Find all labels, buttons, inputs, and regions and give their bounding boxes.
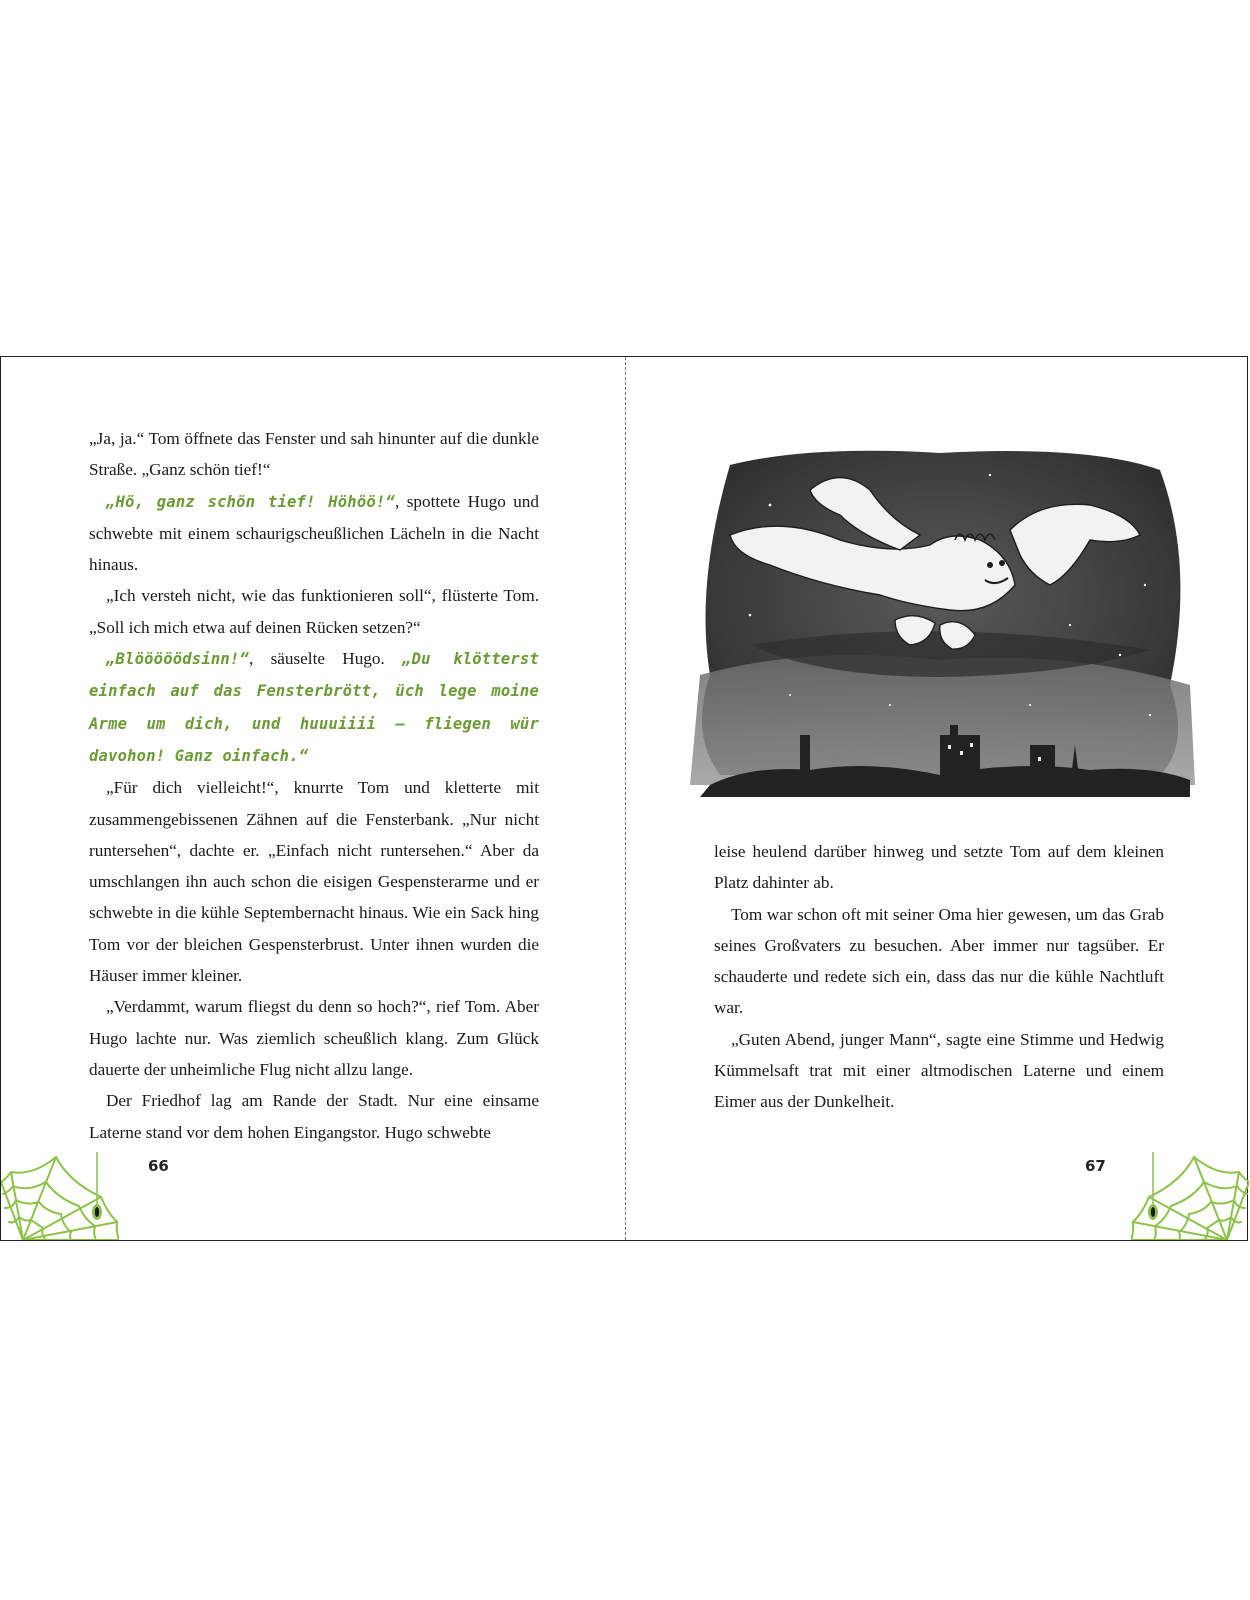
paragraph [89,580,539,643]
page-number-right: 67 [1085,1157,1106,1175]
book-spread [0,356,1248,1241]
cobweb-icon [1,1112,119,1240]
ghost-speech: „Blööööödsinn!“ [106,650,249,669]
ghost-flight-illustration [690,445,1195,815]
right-page [626,357,1249,1240]
narration: , säuselte Hugo. [248,649,403,669]
left-page-text [89,423,539,1148]
paragraph [89,991,539,1085]
narration: „Ja, ja.“ Tom öffnete das Fenster und sah hinunter auf die dunkle Straße. „Ganz schön tief!“ [89,429,539,480]
spider-icon [92,1152,102,1220]
paragraph [89,486,539,581]
narration: Der Friedhof lag am Rande der Stadt. Nur eine einsame Laterne stand vor dem hohen Eingangstor. Hugo schwebte [89,1091,539,1142]
page-number-left: 66 [148,1157,169,1175]
paragraph [89,772,539,991]
right-page-text [714,836,1164,1118]
paragraph [89,643,539,772]
left-page [1,357,625,1240]
paragraph [89,423,539,486]
paragraph: „Guten Abend, junger Mann“, sagte eine Stimme und Hedwig Kümmelsaft trat mit einer altmodischen Laterne und einem Eimer aus der Dunkelheit. [714,1029,1164,1112]
ghost-speech: „Du klötterst einfach auf das Fensterbrött, üch lege moine Arme um dich, und huuuiiii – fliegen wür davohon! Ganz oinfach.“ [89,650,539,765]
paragraph: Tom war schon oft mit seiner Oma hier gewesen, um das Grab seines Großvaters zu besuchen. Aber immer nur tagsüber. Er schauderte und redete sich ein, dass das nur die kühle Nachtluft war. [714,904,1164,1018]
narration: „Für dich vielleicht!“, knurrte Tom und kletterte mit zusammengebissenen Zähnen auf die Fensterbank. „Nur nicht runtersehen“, dachte er. „Einfach nicht runtersehen.“ Aber da umschlangen ihn auch schon die eisigen Gespensterarme und er schwebte in die kühle Septembernacht hinaus. Wie ein Sack hing Tom vor der bleichen Gespensterbrust. Unter ihnen wurden die Häuser immer kleiner. [89,778,539,986]
paragraph [89,1085,539,1148]
narration: „Ich versteh nicht, wie das funktionieren soll“, flüsterte Tom. „Soll ich mich etwa auf deinen Rücken setzen?“ [89,586,539,637]
narration: , spottete Hugo und schwebte mit einem schaurigscheußlichen Lächeln in die Nacht hinaus. [89,491,539,575]
spider-icon [1148,1152,1158,1220]
cobweb-icon [1131,1112,1249,1240]
paragraph: leise heulend darüber hinweg und setzte Tom auf dem kleinen Platz dahinter ab. [714,842,1164,893]
narration: „Verdammt, warum fliegst du denn so hoch?“, rief Tom. Aber Hugo lachte nur. Was ziemlich scheußlich klang. Zum Glück dauerte der unheimliche Flug nicht allzu lange. [89,997,539,1079]
ghost-speech: „Hö, ganz schön tief! Höhöö!“ [106,492,395,511]
